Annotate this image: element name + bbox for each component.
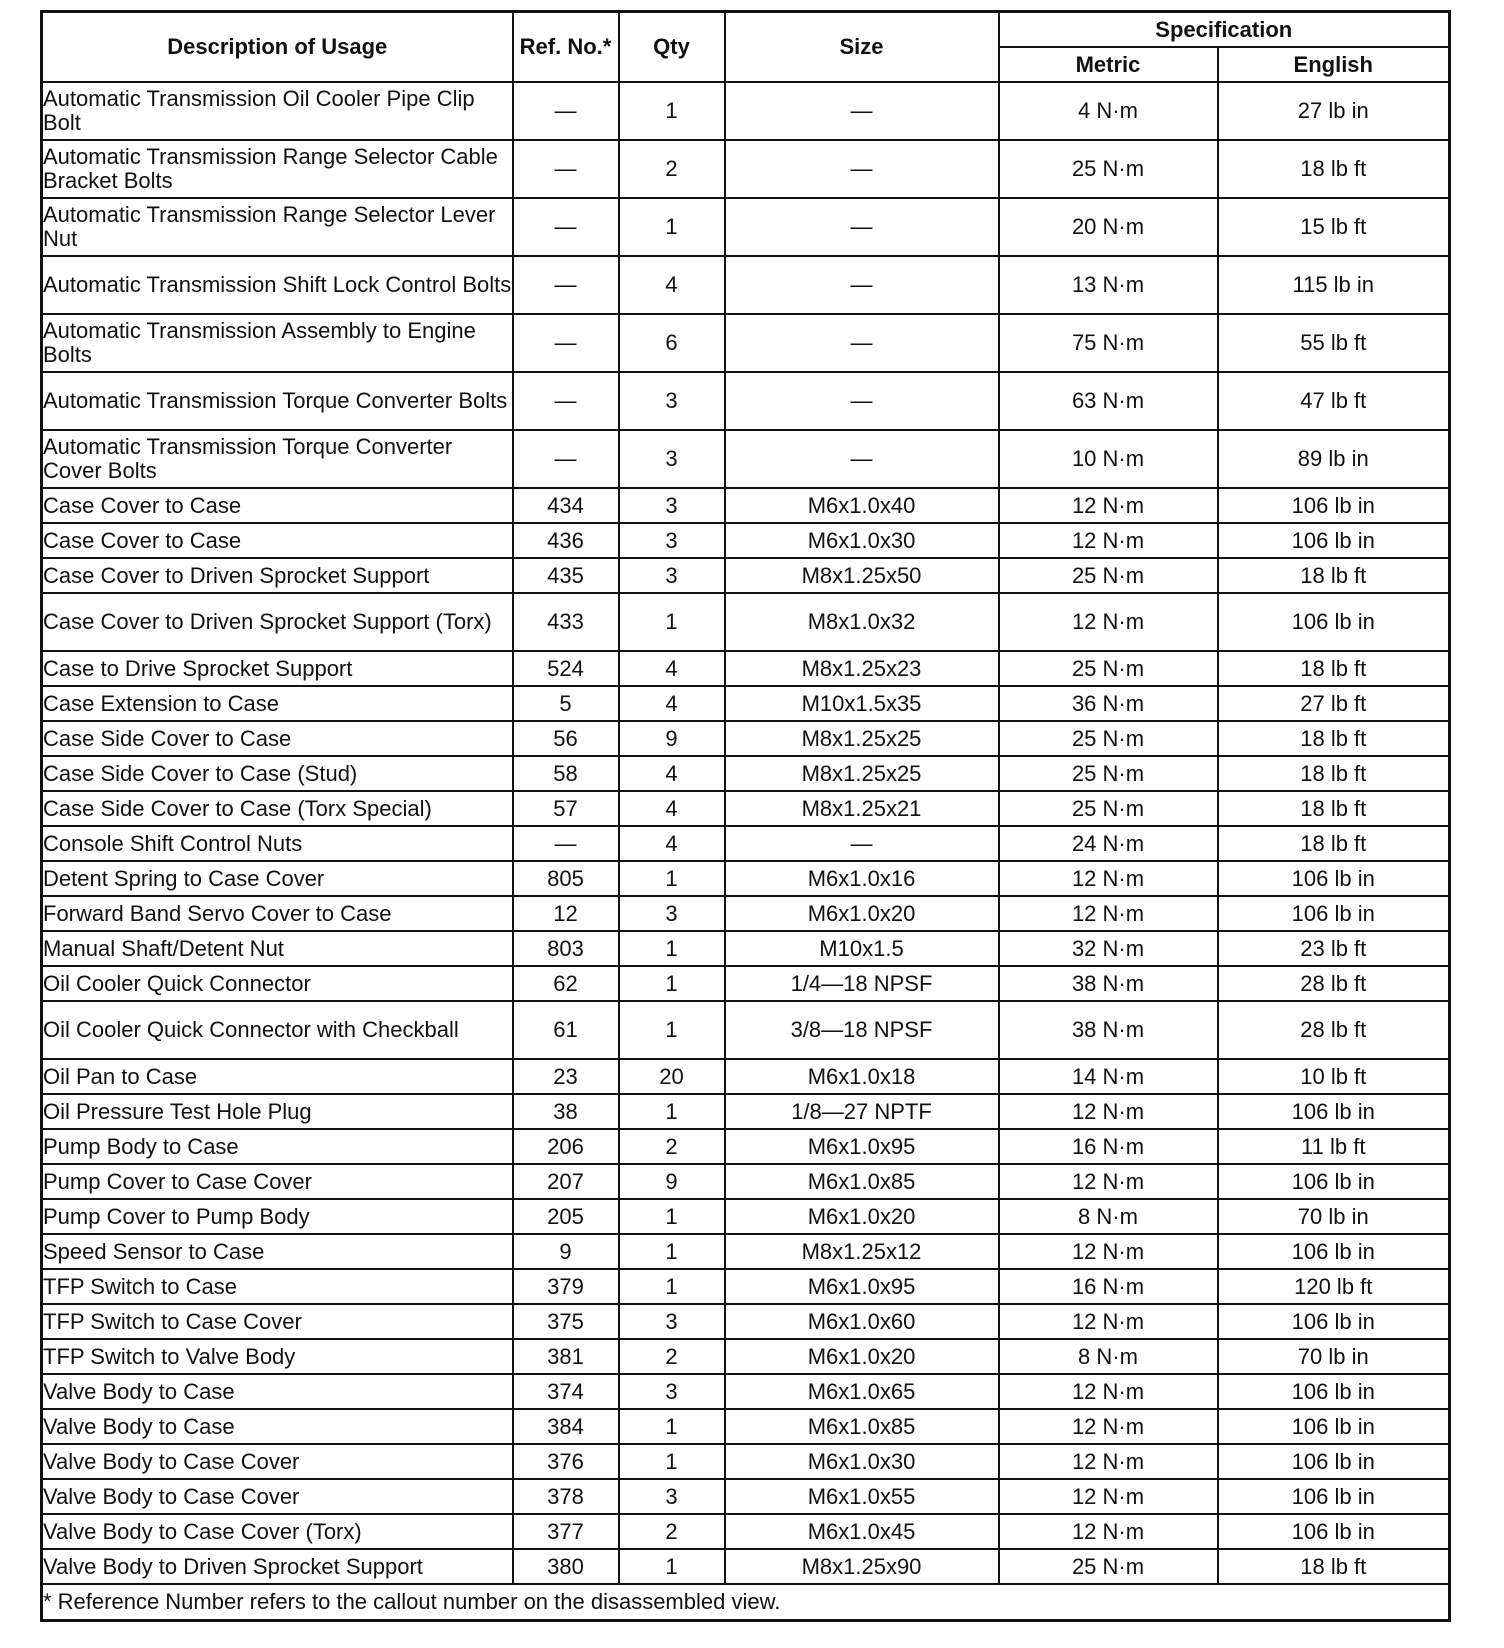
cell-english: 70 lb in	[1218, 1339, 1450, 1374]
cell-ref-no: —	[513, 430, 619, 488]
table-row	[42, 523, 1450, 558]
table-row	[42, 82, 1450, 140]
table-row	[42, 1409, 1450, 1444]
cell-size: M8x1.25x25	[725, 756, 999, 791]
cell-metric: 12 N·m	[999, 1234, 1218, 1269]
cell-description: Detent Spring to Case Cover	[42, 861, 513, 896]
cell-ref-no: 12	[513, 896, 619, 931]
cell-size: M8x1.25x25	[725, 721, 999, 756]
cell-metric: 20 N·m	[999, 198, 1218, 256]
cell-qty: 9	[619, 721, 725, 756]
cell-description: Case Extension to Case	[42, 686, 513, 721]
cell-description: Oil Cooler Quick Connector	[42, 966, 513, 1001]
cell-size: —	[725, 826, 999, 861]
cell-qty: 3	[619, 558, 725, 593]
cell-english: 18 lb ft	[1218, 756, 1450, 791]
cell-metric: 24 N·m	[999, 826, 1218, 861]
cell-qty: 9	[619, 1164, 725, 1199]
cell-metric: 14 N·m	[999, 1059, 1218, 1094]
cell-english: 18 lb ft	[1218, 1549, 1450, 1584]
cell-metric: 25 N·m	[999, 721, 1218, 756]
table-row	[42, 791, 1450, 826]
table-row	[42, 1374, 1450, 1409]
cell-metric: 16 N·m	[999, 1269, 1218, 1304]
cell-ref-no: 9	[513, 1234, 619, 1269]
cell-english: 106 lb in	[1218, 1234, 1450, 1269]
cell-metric: 25 N·m	[999, 558, 1218, 593]
cell-size: M6x1.0x45	[725, 1514, 999, 1549]
cell-description: Console Shift Control Nuts	[42, 826, 513, 861]
table-row	[42, 1444, 1450, 1479]
cell-qty: 1	[619, 198, 725, 256]
cell-english: 106 lb in	[1218, 1374, 1450, 1409]
cell-ref-no: 803	[513, 931, 619, 966]
cell-metric: 38 N·m	[999, 1001, 1218, 1059]
cell-metric: 12 N·m	[999, 1164, 1218, 1199]
cell-description: Automatic Transmission Oil Cooler Pipe Clip Bolt	[42, 82, 513, 140]
cell-qty: 4	[619, 651, 725, 686]
cell-metric: 12 N·m	[999, 593, 1218, 651]
cell-ref-no: —	[513, 826, 619, 861]
cell-english: 10 lb ft	[1218, 1059, 1450, 1094]
cell-ref-no: 62	[513, 966, 619, 1001]
cell-size: M6x1.0x30	[725, 523, 999, 558]
cell-qty: 4	[619, 686, 725, 721]
table-row	[42, 314, 1450, 372]
cell-size: M6x1.0x16	[725, 861, 999, 896]
cell-size: M6x1.0x55	[725, 1479, 999, 1514]
cell-metric: 13 N·m	[999, 256, 1218, 314]
cell-english: 18 lb ft	[1218, 826, 1450, 861]
table-row	[42, 721, 1450, 756]
cell-metric: 8 N·m	[999, 1339, 1218, 1374]
cell-ref-no: 524	[513, 651, 619, 686]
cell-metric: 36 N·m	[999, 686, 1218, 721]
cell-ref-no: 206	[513, 1129, 619, 1164]
cell-description: Automatic Transmission Torque Converter Bolts	[42, 372, 513, 430]
cell-english: 106 lb in	[1218, 1479, 1450, 1514]
cell-ref-no: 205	[513, 1199, 619, 1234]
header-english: English	[1218, 47, 1450, 82]
cell-ref-no: 381	[513, 1339, 619, 1374]
cell-qty: 20	[619, 1059, 725, 1094]
cell-qty: 3	[619, 488, 725, 523]
table-row	[42, 1164, 1450, 1199]
cell-metric: 12 N·m	[999, 1444, 1218, 1479]
cell-ref-no: 38	[513, 1094, 619, 1129]
cell-description: Case Cover to Case	[42, 523, 513, 558]
cell-size: M6x1.0x40	[725, 488, 999, 523]
cell-english: 115 lb in	[1218, 256, 1450, 314]
cell-metric: 12 N·m	[999, 896, 1218, 931]
cell-ref-no: 435	[513, 558, 619, 593]
cell-qty: 3	[619, 523, 725, 558]
cell-qty: 3	[619, 896, 725, 931]
table-row	[42, 931, 1450, 966]
cell-metric: 25 N·m	[999, 651, 1218, 686]
cell-description: Automatic Transmission Shift Lock Control Bolts	[42, 256, 513, 314]
table-row	[42, 1234, 1450, 1269]
cell-english: 27 lb ft	[1218, 686, 1450, 721]
cell-size: M8x1.25x12	[725, 1234, 999, 1269]
cell-english: 18 lb ft	[1218, 558, 1450, 593]
cell-english: 18 lb ft	[1218, 721, 1450, 756]
cell-qty: 2	[619, 1129, 725, 1164]
cell-size: M6x1.0x60	[725, 1304, 999, 1339]
cell-english: 18 lb ft	[1218, 140, 1450, 198]
cell-description: Pump Body to Case	[42, 1129, 513, 1164]
cell-description: Pump Cover to Case Cover	[42, 1164, 513, 1199]
cell-qty: 1	[619, 966, 725, 1001]
cell-size: 3/8—18 NPSF	[725, 1001, 999, 1059]
cell-qty: 1	[619, 1444, 725, 1479]
cell-description: Automatic Transmission Assembly to Engine Bolts	[42, 314, 513, 372]
cell-english: 70 lb in	[1218, 1199, 1450, 1234]
cell-ref-no: —	[513, 198, 619, 256]
cell-metric: 4 N·m	[999, 82, 1218, 140]
cell-metric: 12 N·m	[999, 488, 1218, 523]
cell-metric: 12 N·m	[999, 1304, 1218, 1339]
cell-qty: 1	[619, 1094, 725, 1129]
table-body	[42, 82, 1450, 1584]
cell-description: TFP Switch to Valve Body	[42, 1339, 513, 1374]
cell-qty: 1	[619, 861, 725, 896]
cell-english: 106 lb in	[1218, 1514, 1450, 1549]
cell-metric: 12 N·m	[999, 1479, 1218, 1514]
cell-english: 106 lb in	[1218, 1304, 1450, 1339]
cell-ref-no: 5	[513, 686, 619, 721]
cell-size: M8x1.0x32	[725, 593, 999, 651]
header-size: Size	[725, 12, 999, 83]
cell-ref-no: 56	[513, 721, 619, 756]
cell-metric: 16 N·m	[999, 1129, 1218, 1164]
cell-english: 55 lb ft	[1218, 314, 1450, 372]
cell-description: Case Cover to Case	[42, 488, 513, 523]
cell-qty: 1	[619, 931, 725, 966]
table-row	[42, 896, 1450, 931]
cell-ref-no: 376	[513, 1444, 619, 1479]
cell-description: Valve Body to Case Cover	[42, 1479, 513, 1514]
cell-size: M8x1.25x21	[725, 791, 999, 826]
cell-qty: 3	[619, 430, 725, 488]
table-row	[42, 1199, 1450, 1234]
cell-description: Valve Body to Case Cover (Torx)	[42, 1514, 513, 1549]
table-row	[42, 593, 1450, 651]
cell-metric: 12 N·m	[999, 523, 1218, 558]
cell-size: —	[725, 198, 999, 256]
cell-description: Automatic Transmission Torque Converter Cover Bolts	[42, 430, 513, 488]
cell-english: 11 lb ft	[1218, 1129, 1450, 1164]
cell-english: 18 lb ft	[1218, 651, 1450, 686]
header-metric: Metric	[999, 47, 1218, 82]
cell-english: 106 lb in	[1218, 1444, 1450, 1479]
cell-description: Speed Sensor to Case	[42, 1234, 513, 1269]
cell-qty: 1	[619, 1549, 725, 1584]
cell-size: M10x1.5x35	[725, 686, 999, 721]
cell-description: Automatic Transmission Range Selector Lever Nut	[42, 198, 513, 256]
cell-description: Pump Cover to Pump Body	[42, 1199, 513, 1234]
cell-ref-no: 379	[513, 1269, 619, 1304]
cell-qty: 1	[619, 1409, 725, 1444]
cell-size: M6x1.0x95	[725, 1129, 999, 1164]
header-description: Description of Usage	[42, 12, 513, 83]
cell-ref-no: —	[513, 256, 619, 314]
cell-description: Case Side Cover to Case (Stud)	[42, 756, 513, 791]
cell-ref-no: —	[513, 82, 619, 140]
table-row	[42, 488, 1450, 523]
table-row	[42, 651, 1450, 686]
footnote: * Reference Number refers to the callout number on the disassembled view.	[42, 1584, 1450, 1621]
table-row	[42, 686, 1450, 721]
table-row	[42, 1001, 1450, 1059]
cell-english: 106 lb in	[1218, 1094, 1450, 1129]
torque-spec-table	[40, 10, 1451, 1622]
cell-qty: 4	[619, 791, 725, 826]
table-row	[42, 198, 1450, 256]
cell-size: —	[725, 82, 999, 140]
cell-metric: 25 N·m	[999, 140, 1218, 198]
cell-qty: 1	[619, 593, 725, 651]
cell-size: M8x1.25x50	[725, 558, 999, 593]
cell-size: M8x1.25x23	[725, 651, 999, 686]
header-ref-no: Ref. No.*	[513, 12, 619, 83]
cell-description: Case Side Cover to Case	[42, 721, 513, 756]
cell-ref-no: 375	[513, 1304, 619, 1339]
cell-english: 89 lb in	[1218, 430, 1450, 488]
cell-metric: 63 N·m	[999, 372, 1218, 430]
cell-english: 106 lb in	[1218, 861, 1450, 896]
cell-size: M6x1.0x20	[725, 1199, 999, 1234]
cell-metric: 12 N·m	[999, 1374, 1218, 1409]
cell-description: TFP Switch to Case	[42, 1269, 513, 1304]
cell-qty: 1	[619, 1234, 725, 1269]
cell-ref-no: 384	[513, 1409, 619, 1444]
cell-description: Valve Body to Case	[42, 1409, 513, 1444]
cell-ref-no: 433	[513, 593, 619, 651]
cell-english: 106 lb in	[1218, 593, 1450, 651]
cell-description: Case Cover to Driven Sprocket Support	[42, 558, 513, 593]
table-row	[42, 861, 1450, 896]
table-row	[42, 430, 1450, 488]
cell-qty: 3	[619, 1479, 725, 1514]
cell-ref-no: 805	[513, 861, 619, 896]
cell-size: M6x1.0x20	[725, 896, 999, 931]
table-row	[42, 966, 1450, 1001]
cell-qty: 1	[619, 1001, 725, 1059]
cell-metric: 8 N·m	[999, 1199, 1218, 1234]
table-row	[42, 1129, 1450, 1164]
cell-english: 27 lb in	[1218, 82, 1450, 140]
cell-size: M10x1.5	[725, 931, 999, 966]
cell-size: —	[725, 140, 999, 198]
cell-ref-no: 374	[513, 1374, 619, 1409]
cell-qty: 1	[619, 82, 725, 140]
cell-description: Oil Pressure Test Hole Plug	[42, 1094, 513, 1129]
cell-metric: 38 N·m	[999, 966, 1218, 1001]
cell-description: Case Side Cover to Case (Torx Special)	[42, 791, 513, 826]
cell-metric: 25 N·m	[999, 791, 1218, 826]
cell-description: TFP Switch to Case Cover	[42, 1304, 513, 1339]
cell-size: —	[725, 372, 999, 430]
cell-qty: 3	[619, 1304, 725, 1339]
cell-qty: 2	[619, 1339, 725, 1374]
cell-metric: 10 N·m	[999, 430, 1218, 488]
cell-ref-no: 434	[513, 488, 619, 523]
cell-ref-no: —	[513, 314, 619, 372]
cell-description: Case to Drive Sprocket Support	[42, 651, 513, 686]
table-row	[42, 372, 1450, 430]
header-qty: Qty	[619, 12, 725, 83]
cell-size: 1/4—18 NPSF	[725, 966, 999, 1001]
table-row	[42, 826, 1450, 861]
cell-english: 47 lb ft	[1218, 372, 1450, 430]
cell-description: Automatic Transmission Range Selector Cable Bracket Bolts	[42, 140, 513, 198]
cell-qty: 1	[619, 1199, 725, 1234]
table-row	[42, 1549, 1450, 1584]
cell-size: M6x1.0x95	[725, 1269, 999, 1304]
cell-qty: 2	[619, 1514, 725, 1549]
cell-size: M6x1.0x18	[725, 1059, 999, 1094]
cell-ref-no: 61	[513, 1001, 619, 1059]
cell-ref-no: 378	[513, 1479, 619, 1514]
header-specification: Specification	[999, 12, 1450, 48]
cell-size: M8x1.25x90	[725, 1549, 999, 1584]
cell-size: M6x1.0x30	[725, 1444, 999, 1479]
table-row	[42, 1269, 1450, 1304]
cell-qty: 3	[619, 1374, 725, 1409]
cell-english: 15 lb ft	[1218, 198, 1450, 256]
cell-metric: 12 N·m	[999, 1409, 1218, 1444]
cell-qty: 6	[619, 314, 725, 372]
cell-size: —	[725, 430, 999, 488]
cell-description: Valve Body to Driven Sprocket Support	[42, 1549, 513, 1584]
cell-size: 1/8—27 NPTF	[725, 1094, 999, 1129]
cell-size: M6x1.0x85	[725, 1409, 999, 1444]
cell-english: 106 lb in	[1218, 523, 1450, 558]
cell-metric: 25 N·m	[999, 1549, 1218, 1584]
table-row	[42, 256, 1450, 314]
table-row	[42, 756, 1450, 791]
cell-ref-no: 23	[513, 1059, 619, 1094]
cell-english: 28 lb ft	[1218, 1001, 1450, 1059]
table-row	[42, 1514, 1450, 1549]
cell-metric: 75 N·m	[999, 314, 1218, 372]
cell-qty: 2	[619, 140, 725, 198]
cell-size: M6x1.0x65	[725, 1374, 999, 1409]
cell-size: M6x1.0x85	[725, 1164, 999, 1199]
cell-qty: 3	[619, 372, 725, 430]
table-row	[42, 1059, 1450, 1094]
cell-english: 18 lb ft	[1218, 791, 1450, 826]
cell-description: Case Cover to Driven Sprocket Support (Torx)	[42, 593, 513, 651]
cell-metric: 25 N·m	[999, 756, 1218, 791]
table-row	[42, 558, 1450, 593]
cell-ref-no: 57	[513, 791, 619, 826]
cell-english: 106 lb in	[1218, 488, 1450, 523]
cell-ref-no: 436	[513, 523, 619, 558]
cell-metric: 12 N·m	[999, 1094, 1218, 1129]
cell-ref-no: 58	[513, 756, 619, 791]
cell-english: 23 lb ft	[1218, 931, 1450, 966]
cell-description: Forward Band Servo Cover to Case	[42, 896, 513, 931]
cell-description: Valve Body to Case	[42, 1374, 513, 1409]
cell-size: —	[725, 314, 999, 372]
cell-metric: 12 N·m	[999, 861, 1218, 896]
cell-qty: 1	[619, 1269, 725, 1304]
cell-qty: 4	[619, 826, 725, 861]
cell-qty: 4	[619, 756, 725, 791]
cell-english: 28 lb ft	[1218, 966, 1450, 1001]
cell-qty: 4	[619, 256, 725, 314]
cell-size: —	[725, 256, 999, 314]
table-row	[42, 1304, 1450, 1339]
cell-english: 106 lb in	[1218, 896, 1450, 931]
cell-description: Oil Cooler Quick Connector with Checkball	[42, 1001, 513, 1059]
cell-ref-no: 380	[513, 1549, 619, 1584]
cell-ref-no: —	[513, 140, 619, 198]
cell-metric: 12 N·m	[999, 1514, 1218, 1549]
cell-english: 106 lb in	[1218, 1164, 1450, 1199]
cell-description: Manual Shaft/Detent Nut	[42, 931, 513, 966]
table-row	[42, 1094, 1450, 1129]
cell-english: 120 lb ft	[1218, 1269, 1450, 1304]
cell-ref-no: —	[513, 372, 619, 430]
cell-english: 106 lb in	[1218, 1409, 1450, 1444]
torque-spec-sheet	[40, 10, 1448, 1622]
table-row	[42, 140, 1450, 198]
cell-description: Oil Pan to Case	[42, 1059, 513, 1094]
table-row	[42, 1339, 1450, 1374]
cell-ref-no: 377	[513, 1514, 619, 1549]
table-row	[42, 1479, 1450, 1514]
cell-metric: 32 N·m	[999, 931, 1218, 966]
cell-description: Valve Body to Case Cover	[42, 1444, 513, 1479]
cell-size: M6x1.0x20	[725, 1339, 999, 1374]
cell-ref-no: 207	[513, 1164, 619, 1199]
